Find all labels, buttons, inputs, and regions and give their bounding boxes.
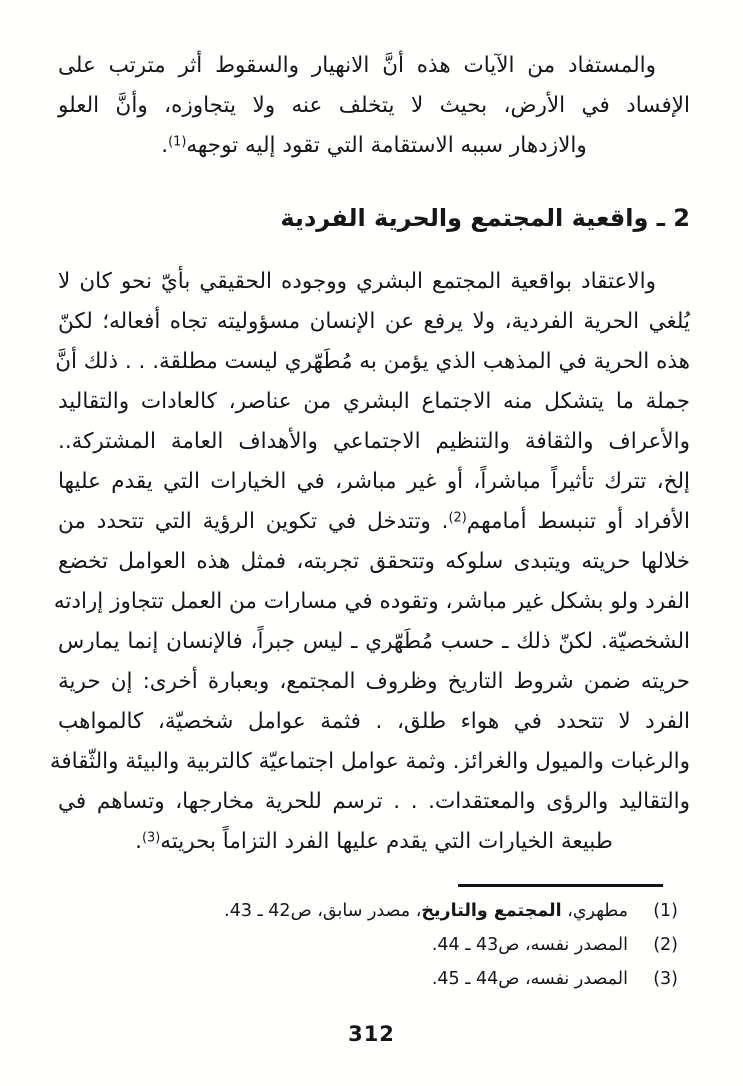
text-line: يُلغي الحرية الفردية، ولا يرفع عن الإنسان مسؤوليته تجاه أفعاله؛ لكنّ [58, 309, 690, 334]
footnote-marker: (2) [653, 935, 678, 955]
section-heading: 2 ـ واقعية المجتمع والحرية الفردية [280, 204, 690, 232]
text-line: الشخصيّة. لكنّ ذلك ـ حسب مُطَهّري ـ ليس جبراً، فالإنسان إنما يمارس [58, 629, 690, 654]
footnote-item [58, 894, 678, 928]
text-line: خلالها حريته ويتبدى سلوكه وتتحقق تجربته، فمثل هذه العوامل تخضع [58, 549, 690, 574]
footnote-marker: (1) [653, 901, 678, 921]
text-line: الفرد لا تتحدد في هواء طلق، . فثمة عوامل شخصيّة، كالمواهب [58, 709, 690, 734]
footnote-item [58, 962, 678, 996]
text-line: هذه الحرية في المذهب الذي يؤمن به مُطَهّري ليست مطلقة. . . ذلك أنَّ [55, 349, 690, 374]
text-line: والتقاليد والرؤى والمعتقدات. . . ترسم للحرية مخارجها، وتساهم في [58, 789, 690, 814]
text-line: طبيعة الخيارات التي يقدم عليها الفرد التزاماً بحريته$^{(3)}$. [135, 829, 613, 854]
footnote-text: المصدر نفسه، ص43 ـ 44. [431, 935, 628, 955]
text-line: والرغبات والميول والغرائز. وثمة عوامل اجتماعيّة كالتربية والبيئة والثّقافة [49, 749, 690, 774]
page-number: 312 [348, 1022, 395, 1046]
footnote-text: مطهري، المجتمع والتاريخ، مصدر سابق، ص42 ـ 43. [224, 901, 628, 921]
paragraph-intro [58, 46, 690, 166]
text-line: والأعراف والثقافة والتنظيم الاجتماعي والأهداف العامة المشتركة.. [58, 429, 690, 454]
text-line: حريته ضمن شروط التاريخ وظروف المجتمع، وبعبارة أخرى: إن حرية [58, 669, 690, 694]
text-line: الأفراد أو تنبسط أمامهم$^{(2)}$. وتتدخل في تكوين الرؤية التي تتحدد من [58, 509, 690, 534]
footnote-list [58, 894, 678, 996]
text-line: الإفساد في الأرض، بحيث لا يتخلف عنه ولا يتجاوزه، وأنَّ العلو [58, 93, 690, 118]
footnote-marker: (3) [653, 969, 678, 989]
text-line: والمستفاد من الآيات هذه أنَّ الانهيار والسقوط أثر مترتب على [58, 53, 656, 78]
text-line: والازدهار سببه الاستقامة التي تقود إليه توجهه$^{(1)}$. [161, 133, 587, 158]
text-line: والاعتقاد بواقعية المجتمع البشري ووجوده الحقيقي بأيّ نحو كان لا [58, 269, 656, 294]
footnote-item [58, 928, 678, 962]
text-line: إلخ، تترك تأثيراً مباشراً، أو غير مباشر، في الخيارات التي يقدم عليها [58, 469, 690, 494]
text-line: جملة ما يتشكل منه الاجتماع البشري من عناصر، كالعادات والتقاليد [58, 389, 690, 414]
footnote-text: المصدر نفسه، ص44 ـ 45. [431, 969, 628, 989]
paragraph-body [49, 262, 690, 862]
footnote-separator [458, 884, 663, 887]
text-line: الفرد ولو بشكل غير مباشر، وتقوده في مسارات من العمل تتجاوز إرادته [53, 589, 690, 614]
